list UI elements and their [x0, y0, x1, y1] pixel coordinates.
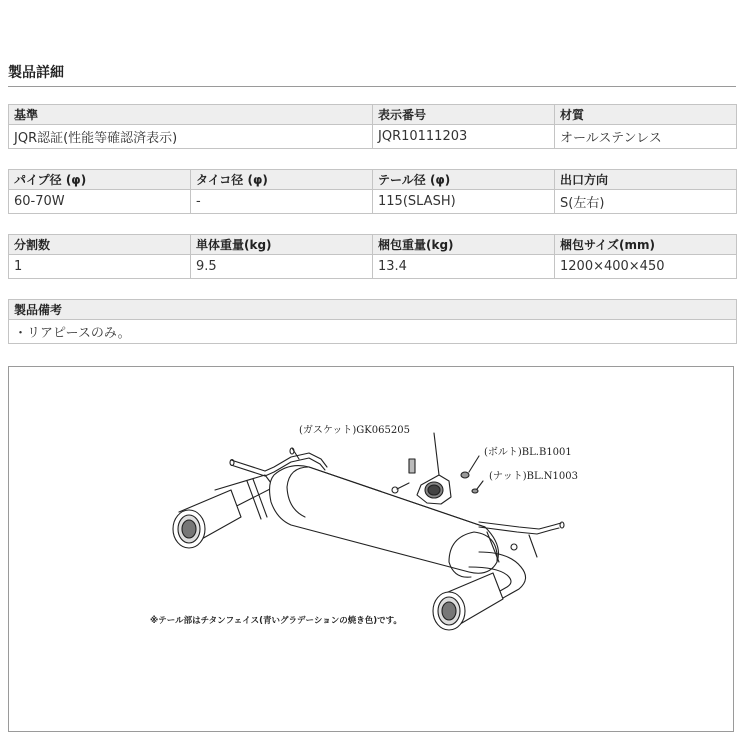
- header-cell: 分割数: [9, 235, 191, 255]
- spec-table-remarks: [8, 299, 737, 344]
- bolt-label: (ボルト)BL.B1001: [484, 447, 572, 458]
- table-value-row: [9, 320, 737, 344]
- value-cell: -: [191, 190, 373, 214]
- table-value-row: [9, 255, 737, 279]
- muffler-body: [270, 466, 499, 578]
- header-cell: 単体重量(kg): [191, 235, 373, 255]
- section-divider: [8, 86, 736, 87]
- value-cell: 60-70W: [9, 190, 191, 214]
- value-cell: 1: [9, 255, 191, 279]
- right-tail-pipe: [433, 573, 503, 630]
- header-cell: 材質: [555, 105, 737, 125]
- value-cell: ・リアピースのみ。: [9, 320, 737, 344]
- value-cell: JQR認証(性能等確認済表示): [9, 125, 373, 149]
- table-header-row: [9, 105, 737, 125]
- header-cell: パイプ径 (φ): [9, 170, 191, 190]
- spec-table-weight: [8, 234, 737, 279]
- table-header-row: [9, 300, 737, 320]
- header-cell: 表示番号: [373, 105, 555, 125]
- value-cell: 9.5: [191, 255, 373, 279]
- header-cell: 梱包重量(kg): [373, 235, 555, 255]
- table-value-row: [9, 190, 737, 214]
- product-diagram: [8, 366, 734, 732]
- flange-gasket: [392, 433, 483, 504]
- header-cell: 製品備考: [9, 300, 737, 320]
- value-cell: オールステンレス: [555, 125, 737, 149]
- header-cell: 梱包サイズ(mm): [555, 235, 737, 255]
- spec-table-standard: [8, 104, 737, 149]
- value-cell: JQR10111203: [373, 125, 555, 149]
- nut-label: (ナット)BL.N1003: [489, 471, 578, 482]
- header-cell: 基準: [9, 105, 373, 125]
- table-value-row: [9, 125, 737, 149]
- value-cell: 13.4: [373, 255, 555, 279]
- header-cell: 出口方向: [555, 170, 737, 190]
- value-cell: S(左右): [555, 190, 737, 214]
- value-cell: 1200×400×450: [555, 255, 737, 279]
- spec-table-dimensions: [8, 169, 737, 214]
- gasket-label: (ガスケット)GK065205: [299, 425, 410, 436]
- titanium-face-note: ※テール部はチタンフェイス(青いグラデーションの焼き色)です。: [150, 616, 402, 626]
- value-cell: 115(SLASH): [373, 190, 555, 214]
- section-title: 製品詳細: [8, 65, 64, 81]
- header-cell: テール径 (φ): [373, 170, 555, 190]
- left-tail-pipe: [173, 490, 241, 548]
- header-cell: タイコ径 (φ): [191, 170, 373, 190]
- table-header-row: [9, 235, 737, 255]
- table-header-row: [9, 170, 737, 190]
